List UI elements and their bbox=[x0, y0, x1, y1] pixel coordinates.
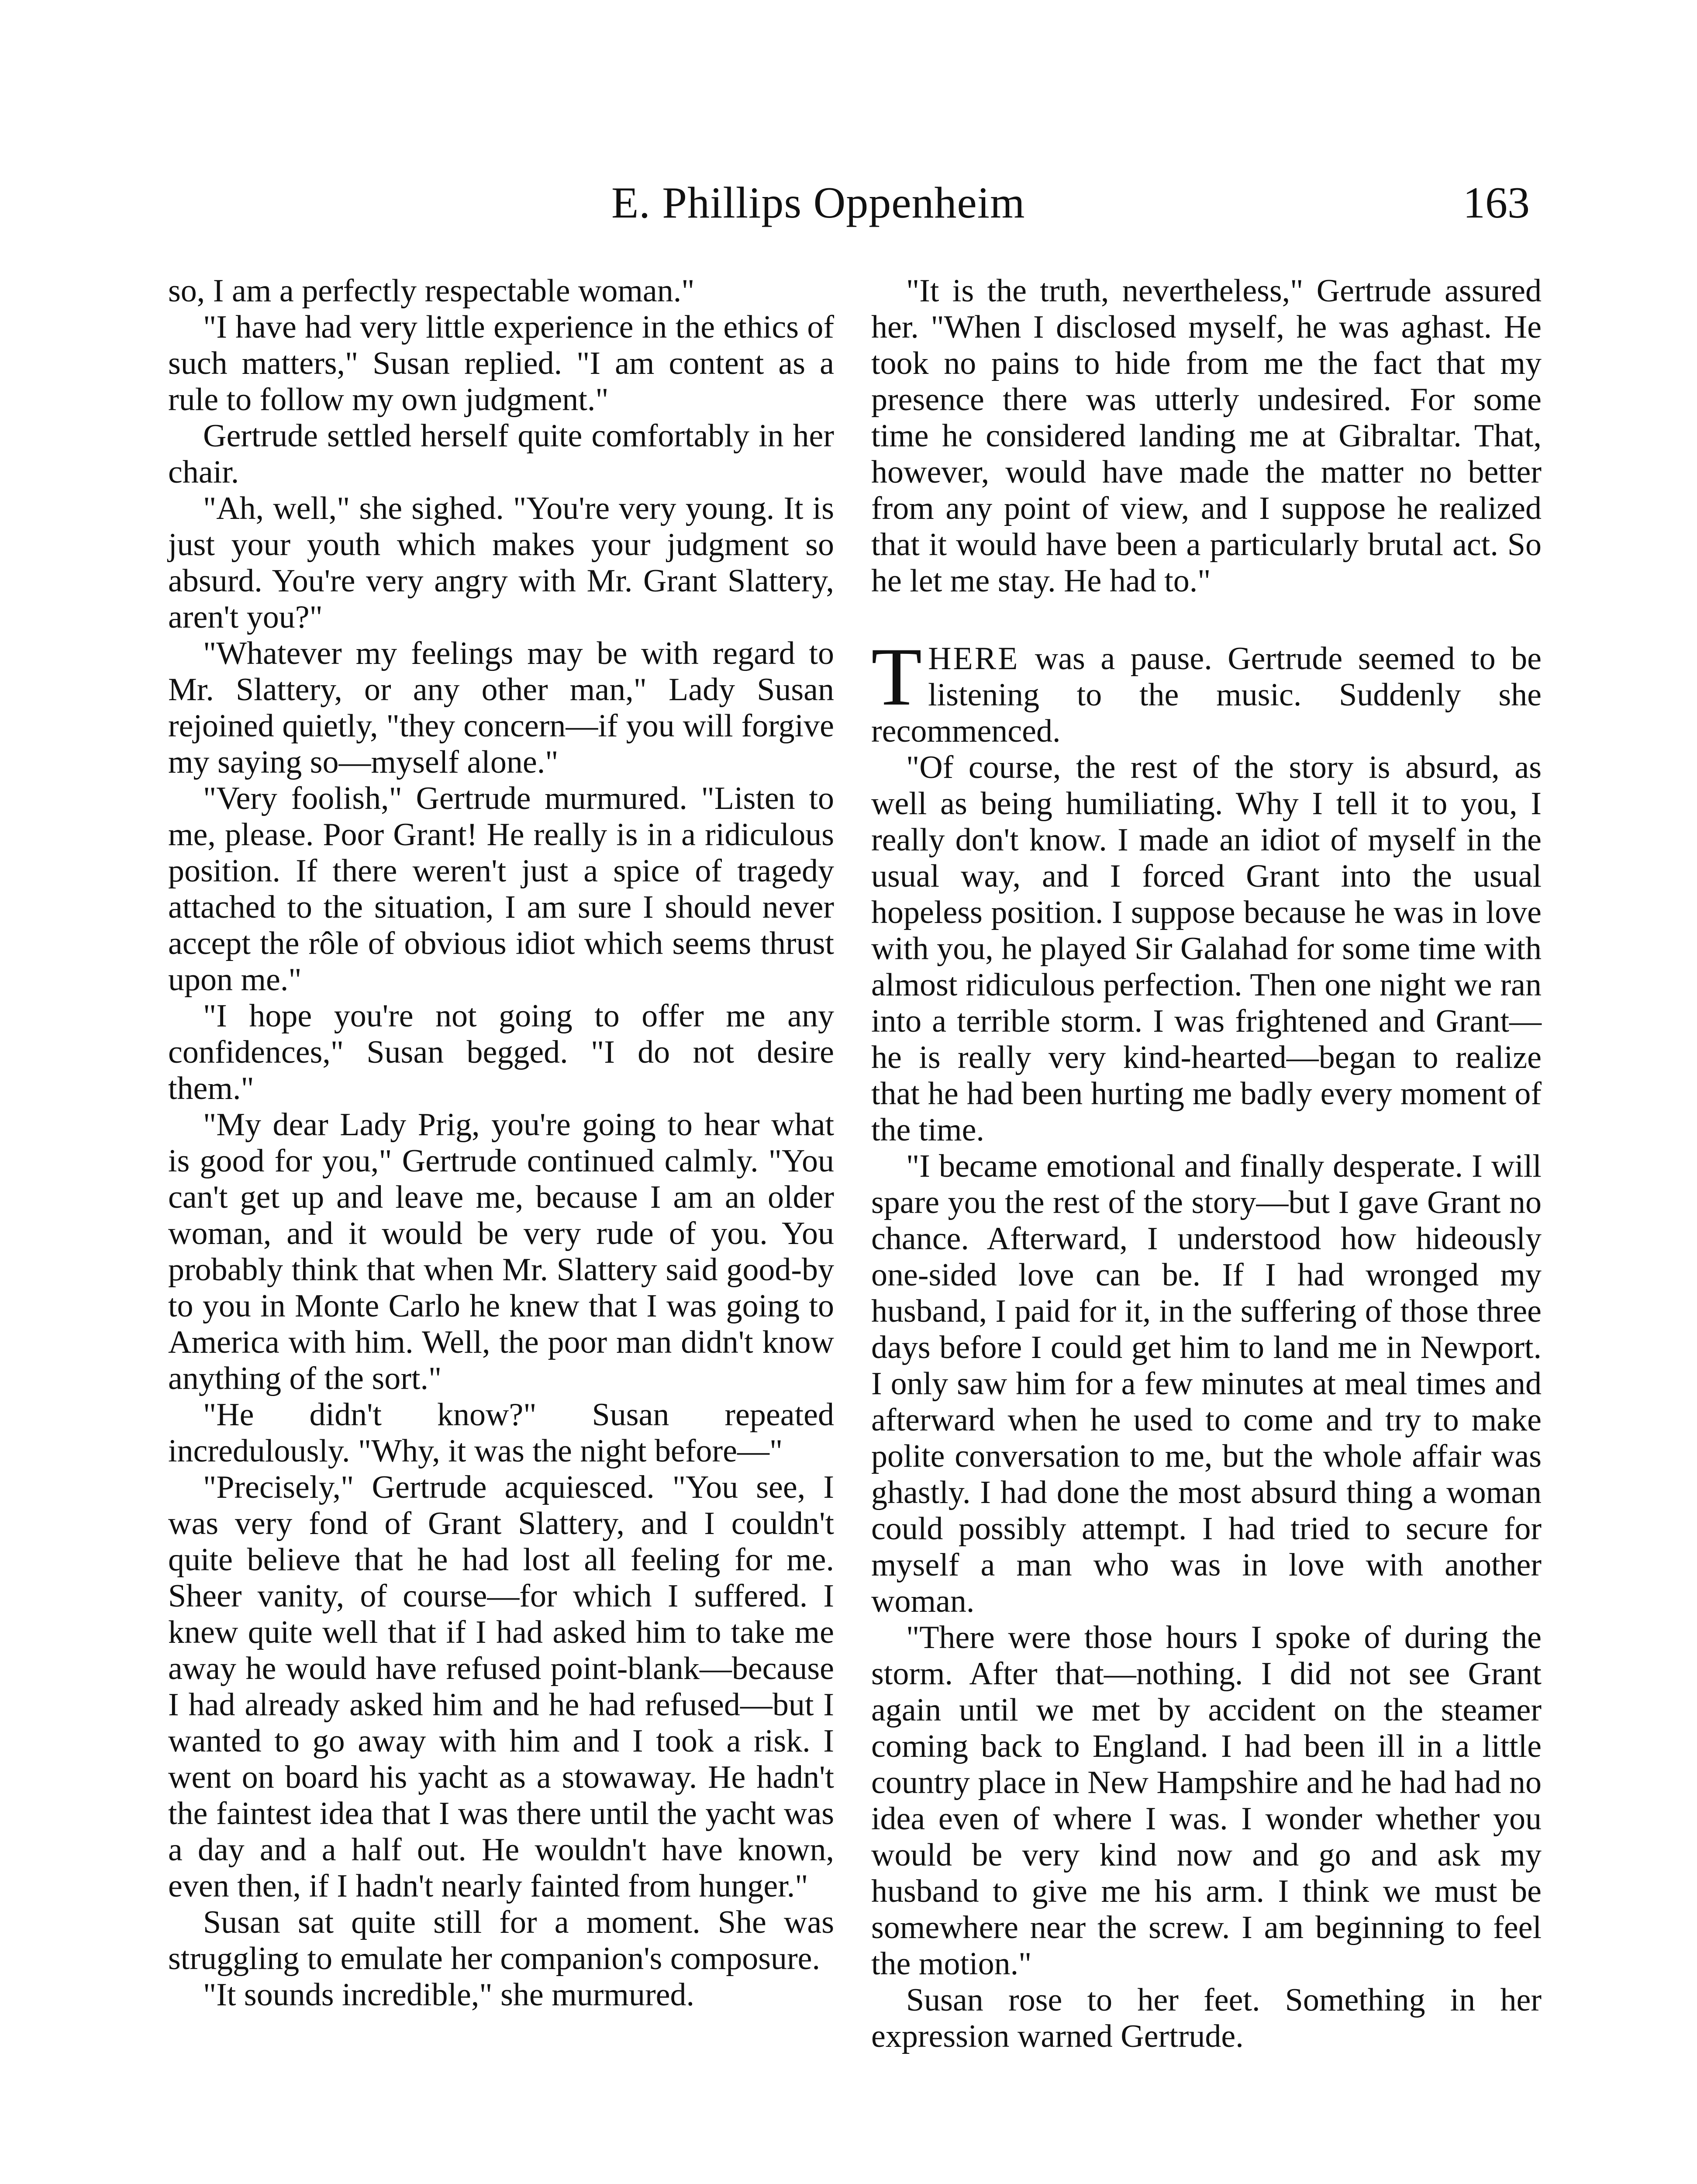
paragraph: "He didn't know?" Susan repeated incredulously. "Why, it was the night before—" bbox=[168, 1397, 834, 1469]
paragraph: "It is the truth, nevertheless," Gertrude assured her. "When I disclosed myself, he was aghast. He took no pains to hide from me the fact that my presence there was utterly undesired. For some time he considered landing me at Gibraltar. That, however, would have made the matter no better from any point of view, and I suppose he realized that it would have been a particularly brutal act. So he let me stay. He had to." bbox=[871, 273, 1542, 599]
paragraph: "Ah, well," she sighed. "You're very young. It is just your youth which makes your judgment so absurd. You're very angry with Mr. Grant Slattery, aren't you?" bbox=[168, 491, 834, 635]
paragraph: "Of course, the rest of the story is absurd, as well as being humiliating. Why I tell it to you, I really don't know. I made an idiot of myself in the usual way, and I forced Grant into the usual hopeless position. I suppose because he was in love with you, he played Sir Galahad for some time with almost ridiculous perfection. Then one night we ran into a terrible storm. I was frightened and Grant—he is really very kind-hearted—began to realize that he had been hurting me badly every moment of the time. bbox=[871, 750, 1542, 1148]
paragraph: so, I am a perfectly respectable woman." bbox=[168, 273, 695, 309]
paragraph: "Whatever my feelings may be with regard to Mr. Slattery, or any other man," Lady Susan rejoined quietly, "they concern—if you will forgive my saying so—myself alone." bbox=[168, 636, 834, 780]
small-caps-lead: HERE bbox=[928, 641, 1020, 677]
paragraph: "My dear Lady Prig, you're going to hear what is good for you," Gertrude continued calmly. "You can't get up and leave me, because I am an older woman, and it would be very rude of you. You probably think that when Mr. Slattery said good-by to you in Monte Carlo he knew that I was going to America with him. Well, the poor man didn't know anything of the sort." bbox=[168, 1107, 834, 1396]
page-header bbox=[0, 170, 1697, 236]
paragraph: "I became emotional and finally desperate. I will spare you the rest of the story—but I gave Grant no chance. Afterward, I understood how hideously one-sided love can be. If I had wronged my husband, I paid for it, in the suffering of those three days before I could get him to land me in Newport. I only saw him for a few minutes at meal times and afterward when he used to come and try to make polite conversation to me, but the whole affair was ghastly. I had done the most absurd thing a woman could possibly attempt. I had tried to secure for myself a man who was in love with another woman. bbox=[871, 1148, 1542, 1619]
page-number: 163 bbox=[1463, 178, 1530, 228]
drop-cap: T bbox=[871, 631, 922, 723]
paragraph: "I have had very little experience in the ethics of such matters," Susan replied. "I am content as a rule to follow my own judgment." bbox=[168, 309, 834, 418]
paragraph: Susan sat quite still for a moment. She was struggling to emulate her companion's composure. bbox=[168, 1904, 834, 1977]
paragraph: "It sounds incredible," she murmured. bbox=[203, 1977, 694, 2013]
section-opening-paragraph bbox=[871, 631, 1542, 750]
paragraph: "Precisely," Gertrude acquiesced. "You see, I was very fond of Grant Slattery, and I couldn't quite believe that he had lost all feeling for me. Sheer vanity, of course—for which I suffered. I knew quite well that if I had asked him to take me away he would have refused point-blank—because I had already asked him and he had refused—but I wanted to go away with him and I took a risk. I went on board his yacht as a stowaway. He hadn't the faintest idea that I was there until the yacht was a day and a half out. He wouldn't have known, even then, if I hadn't nearly fainted from hunger." bbox=[168, 1469, 834, 1904]
paragraph: Susan rose to her feet. Something in her expression warned Gertrude. bbox=[871, 1982, 1542, 2054]
paragraph: "Very foolish," Gertrude murmured. "Listen to me, please. Poor Grant! He really is in a ridiculous position. If there weren't just a spice of tragedy attached to the situation, I am sure I should never accept the rôle of obvious idiot which seems thrust upon me." bbox=[168, 781, 834, 998]
section-text: was a pause. Gertrude seemed to be listening to the music. Suddenly she recommenced. bbox=[871, 641, 1542, 749]
right-column bbox=[871, 273, 1542, 2055]
paragraph: "There were those hours I spoke of during the storm. After that—nothing. I did not see Grant again until we met by accident on the steamer coming back to England. I had been ill in a little country place in New Hampshire and he had had no idea even of where I was. I wonder whether you would be very kind now and go and ask my husband to give me his arm. I think we must be somewhere near the screw. I am beginning to feel the motion." bbox=[871, 1620, 1542, 1982]
paragraph: Gertrude settled herself quite comfortably in her chair. bbox=[168, 418, 834, 490]
left-column bbox=[168, 273, 834, 2013]
paragraph: "I hope you're not going to offer me any confidences," Susan begged. "I do not desire them." bbox=[168, 998, 834, 1106]
running-head: E. Phillips Oppenheim bbox=[611, 178, 1025, 228]
